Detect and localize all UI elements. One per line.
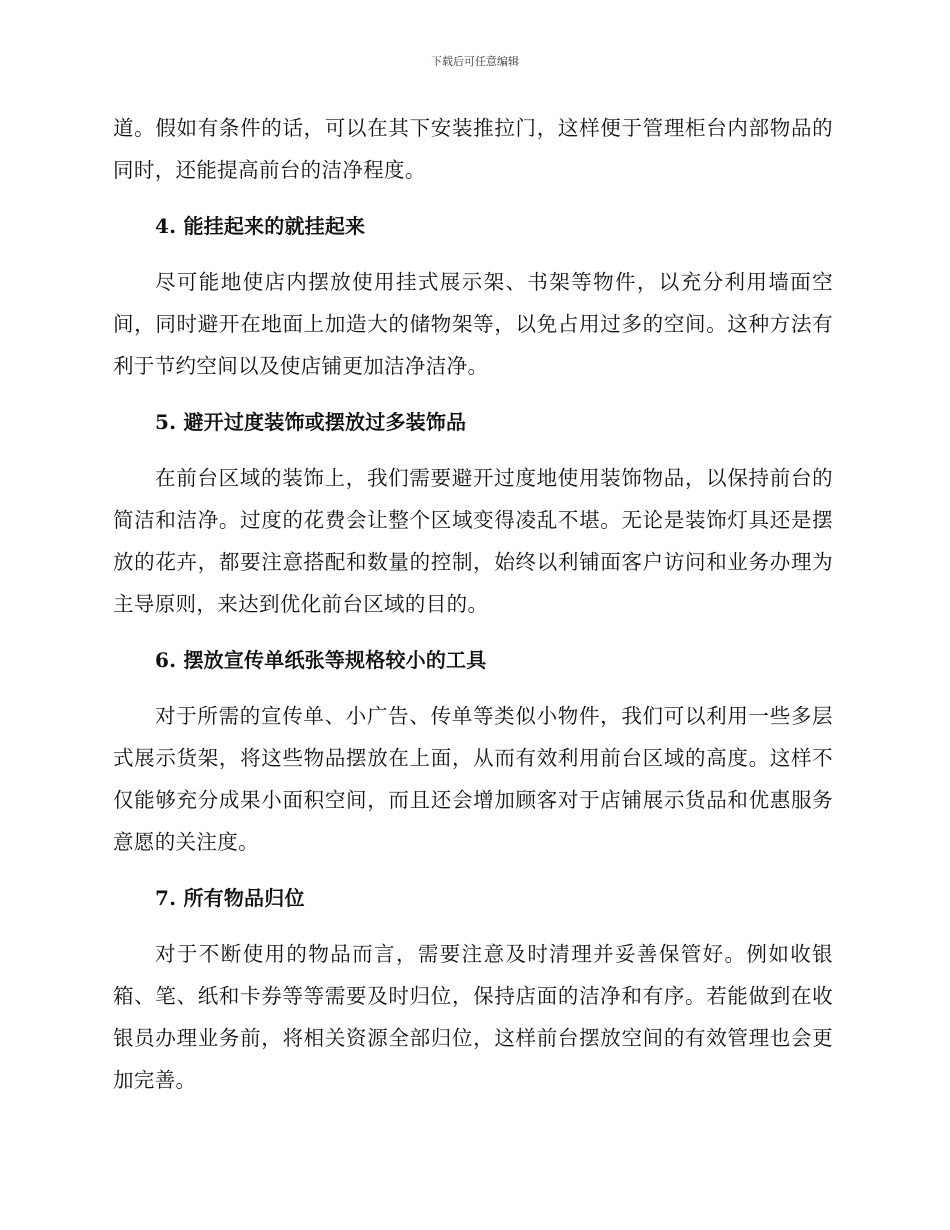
page-header-note: 下载后可任意编辑: [431, 55, 519, 68]
section-6-paragraph: 对于所需的宣传单、小广告、传单等类似小物件，我们可以利用一些多层式展示货架，将这些物品摆放在上面，从而有效利用前台区域的高度。这样不仅能够充分成果小面积空间，而且还会增加顾客对于店铺展示货品和优惠服务意愿的关注度。: [113, 704, 833, 854]
section-6-heading: 6. 摆放宣传单纸张等规格较小的工具: [155, 648, 487, 672]
document-body: [113, 107, 833, 1101]
section-5-paragraph: 在前台区域的装饰上，我们需要避开过度地使用装饰物品，以保持前台的简洁和洁净。过度的花费会让整个区域变得凌乱不堪。无论是装饰灯具还是摆放的花卉，都要注意搭配和数量的控制，始终以利铺面客户访问和业务办理为主导原则，来达到优化前台区域的目的。: [113, 466, 833, 616]
section-4-paragraph: 尽可能地使店内摆放使用挂式展示架、书架等物件，以充分利用墙面空间，同时避开在地面上加造大的储物架等，以免占用过多的空间。这种方法有利于节约空间以及使店铺更加洁净洁净。: [113, 270, 833, 378]
section-7-heading: 7. 所有物品归位: [155, 886, 305, 910]
section-4-heading: 4. 能挂起来的就挂起来: [155, 214, 366, 238]
section-5-heading: 5. 避开过度装饰或摆放过多装饰品: [155, 410, 467, 434]
section-7-paragraph: 对于不断使用的物品而言，需要注意及时清理并妥善保管好。例如收银箱、笔、纸和卡券等等需要及时归位，保持店面的洁净和有序。若能做到在收银员办理业务前，将相关资源全部归位，这样前台摆放空间的有效管理也会更加完善。: [113, 942, 833, 1092]
intro-paragraph: 道。假如有条件的话，可以在其下安装推拉门，这样便于管理柜台内部物品的同时，还能提高前台的洁净程度。: [113, 116, 833, 182]
